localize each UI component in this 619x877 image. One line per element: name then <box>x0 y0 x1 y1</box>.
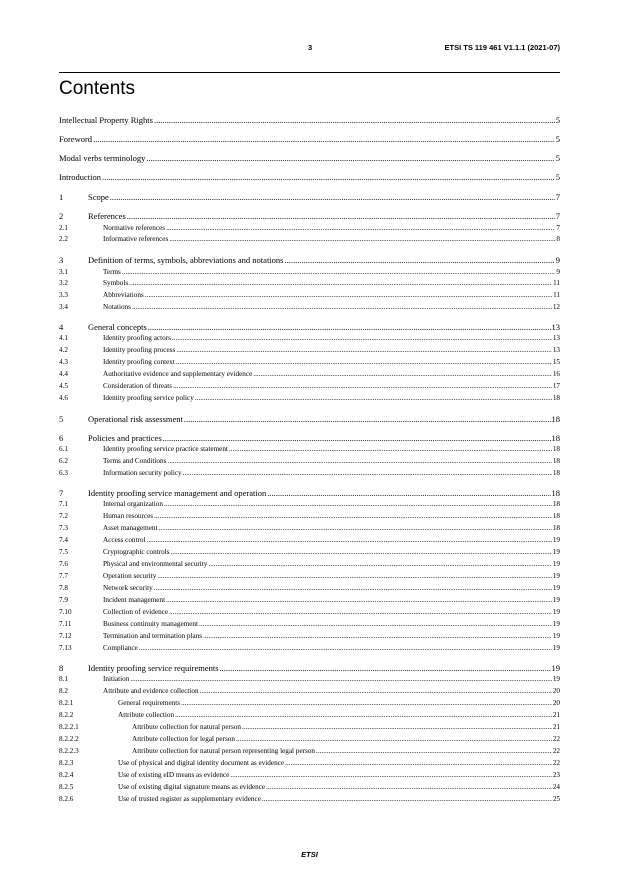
page-title: Contents <box>59 78 136 99</box>
toc-entry-title: Foreword <box>59 134 93 144</box>
toc-entry[interactable] <box>59 255 560 265</box>
toc-entry-title: Modal verbs terminology <box>59 153 146 163</box>
toc-entry-page: 19 <box>552 608 560 616</box>
toc-dot-leader <box>242 723 552 731</box>
toc-entry-number: 6.3 <box>59 469 68 477</box>
toc-entry-page: 19 <box>552 644 560 652</box>
toc-dot-leader <box>208 560 551 568</box>
toc-dot-leader <box>130 675 551 683</box>
toc-dot-leader <box>139 644 552 652</box>
toc-entry[interactable] <box>59 632 560 640</box>
toc-entry-title: Identity proofing service management and operation <box>88 488 267 498</box>
header-doc-id: ETSI TS 119 461 V1.1.1 (2021-07) <box>444 43 560 52</box>
toc-entry-page: 19 <box>551 663 560 673</box>
toc-entry-page: 20 <box>552 687 560 695</box>
toc-entry-number: 7.5 <box>59 548 68 556</box>
toc-dot-leader <box>183 469 552 477</box>
toc-entry[interactable] <box>59 291 560 299</box>
toc-entry[interactable] <box>59 644 560 652</box>
toc-entry-title: Identity proofing service practice statement <box>103 445 228 453</box>
toc-entry-number: 6.2 <box>59 457 68 465</box>
toc-entry-page: 25 <box>552 795 560 803</box>
toc-entry-page: 18 <box>552 512 560 520</box>
toc-dot-leader <box>253 370 552 378</box>
toc-dot-leader <box>127 211 555 221</box>
toc-dot-leader <box>163 433 551 443</box>
toc-entry[interactable] <box>59 560 560 568</box>
header-rule <box>59 72 560 73</box>
toc-entry-number: 8.1 <box>59 675 68 683</box>
toc-entry-number: 4 <box>59 322 64 332</box>
toc-dot-leader <box>284 255 554 265</box>
toc-entry-number: 8.2.5 <box>59 783 74 791</box>
toc-entry-number: 8.2.1 <box>59 699 74 707</box>
toc-entry-page: 12 <box>552 303 560 311</box>
toc-entry[interactable] <box>59 572 560 580</box>
toc-entry-page: 13 <box>552 334 560 342</box>
toc-entry-title: Information security policy <box>103 469 182 477</box>
toc-dot-leader <box>172 334 552 342</box>
toc-dot-leader <box>184 414 551 424</box>
toc-entry-title: Identity proofing process <box>103 346 176 354</box>
toc-entry-title: Identity proofing service requirements <box>88 663 219 673</box>
toc-entry-page: 18 <box>552 445 560 453</box>
toc-dot-leader <box>154 512 552 520</box>
toc-entry-number: 5 <box>59 414 64 424</box>
toc-entry-title: Attribute collection for natural person <box>132 723 241 731</box>
toc-entry-title: Use of existing eID means as evidence <box>118 771 230 779</box>
toc-entry-page: 18 <box>552 500 560 508</box>
toc-entry[interactable] <box>59 224 560 232</box>
toc-entry-page: 17 <box>552 382 560 390</box>
toc-entry-page: 18 <box>552 524 560 532</box>
toc-dot-leader <box>146 153 554 163</box>
toc-entry-title: Use of existing digital signature means as evidence <box>118 783 266 791</box>
page-header <box>59 40 560 54</box>
toc-entry-title: Intellectual Property Rights <box>59 115 153 125</box>
toc-entry-page: 18 <box>552 469 560 477</box>
toc-entry-title: Attribute collection <box>118 711 175 719</box>
toc-entry-title: References <box>88 211 126 221</box>
toc-entry[interactable] <box>59 394 560 402</box>
toc-entry[interactable] <box>59 723 560 731</box>
toc-entry[interactable] <box>59 795 560 803</box>
toc-dot-leader <box>176 346 552 354</box>
toc-dot-leader <box>110 192 555 202</box>
toc-entry[interactable] <box>59 596 560 604</box>
toc-entry[interactable] <box>59 548 560 556</box>
toc-entry-number: 7.9 <box>59 596 68 604</box>
toc-entry[interactable] <box>59 211 560 221</box>
toc-entry[interactable] <box>59 512 560 520</box>
toc-entry[interactable] <box>59 759 560 767</box>
toc-entry-title: Physical and environmental security <box>103 560 208 568</box>
toc-entry-number: 4.1 <box>59 334 68 342</box>
toc-entry-number: 7.3 <box>59 524 68 532</box>
toc-entry[interactable] <box>59 488 560 498</box>
toc-entry[interactable] <box>59 747 560 755</box>
toc-dot-leader <box>220 663 551 673</box>
toc-entry-number: 4.6 <box>59 394 68 402</box>
toc-entry-title: Identity proofing context <box>103 358 175 366</box>
toc-entry[interactable] <box>59 115 560 125</box>
toc-dot-leader <box>102 172 555 182</box>
toc-entry[interactable] <box>59 370 560 378</box>
toc-entry-page: 18 <box>551 433 560 443</box>
toc-dot-leader <box>266 783 552 791</box>
toc-dot-leader <box>148 322 551 332</box>
toc-entry[interactable] <box>59 584 560 592</box>
toc-entry-title: Normative references <box>103 224 166 232</box>
toc-entry-title: Collection of evidence <box>103 608 169 616</box>
toc-entry-title: Attribute collection for legal person <box>132 735 235 743</box>
toc-entry-title: Scope <box>88 192 109 202</box>
toc-entry-number: 4.2 <box>59 346 68 354</box>
toc-entry[interactable] <box>59 172 560 182</box>
toc-entry[interactable] <box>59 524 560 532</box>
page-footer: ETSI <box>301 850 318 859</box>
toc-dot-leader <box>267 488 550 498</box>
toc-dot-leader <box>159 524 552 532</box>
toc-entry-number: 7.11 <box>59 620 72 628</box>
toc-entry[interactable] <box>59 500 560 508</box>
toc-entry-page: 19 <box>552 560 560 568</box>
toc-entry-page: 7 <box>556 224 560 232</box>
toc-entry-number: 7 <box>59 488 64 498</box>
toc-entry-number: 7.2 <box>59 512 68 520</box>
toc-entry[interactable] <box>59 699 560 707</box>
toc-entry-title: General requirements <box>118 699 181 707</box>
toc-entry-page: 13 <box>551 322 560 332</box>
toc-entry-title: General concepts <box>88 322 147 332</box>
toc-entry-page: 22 <box>552 747 560 755</box>
toc-entry-page: 20 <box>552 699 560 707</box>
toc-dot-leader <box>154 584 552 592</box>
toc-entry-page: 18 <box>551 488 560 498</box>
toc-entry-number: 7.13 <box>59 644 72 652</box>
toc-entry-number: 3.2 <box>59 279 68 287</box>
toc-dot-leader <box>167 457 551 465</box>
toc-entry-title: Attribute and evidence collection <box>103 687 199 695</box>
toc-dot-leader <box>262 795 552 803</box>
toc-dot-leader <box>169 235 555 243</box>
toc-dot-leader <box>93 134 555 144</box>
toc-entry-number: 4.5 <box>59 382 68 390</box>
toc-dot-leader <box>181 699 552 707</box>
toc-entry-title: Use of trusted register as supplementary evidence <box>118 795 261 803</box>
toc-entry-page: 19 <box>552 548 560 556</box>
toc-entry-title: Operation security <box>103 572 157 580</box>
toc-entry[interactable] <box>59 414 560 424</box>
toc-entry[interactable] <box>59 382 560 390</box>
toc-entry-page: 7 <box>555 211 560 221</box>
toc-dot-leader <box>147 536 552 544</box>
toc-dot-leader <box>166 596 552 604</box>
toc-entry-page: 13 <box>552 346 560 354</box>
toc-entry[interactable] <box>59 608 560 616</box>
toc-entry-number: 3.4 <box>59 303 68 311</box>
toc-entry-page: 19 <box>552 536 560 544</box>
toc-entry[interactable] <box>59 687 560 695</box>
toc-entry-title: Asset management <box>103 524 158 532</box>
toc-dot-leader <box>157 572 552 580</box>
toc-entry-number: 8.2.4 <box>59 771 74 779</box>
toc-entry-page: 19 <box>552 632 560 640</box>
toc-entry-page: 19 <box>552 596 560 604</box>
toc-entry-title: Compliance <box>103 644 138 652</box>
toc-entry-page: 7 <box>555 192 560 202</box>
toc-entry-page: 19 <box>552 584 560 592</box>
toc-entry-title: Policies and practices <box>88 433 162 443</box>
toc-entry-page: 8 <box>556 235 560 243</box>
toc-entry-page: 24 <box>552 783 560 791</box>
toc-entry-page: 22 <box>552 735 560 743</box>
toc-dot-leader <box>129 279 552 287</box>
toc-entry-number: 3.3 <box>59 291 68 299</box>
toc-entry-title: Authoritative evidence and supplementary evidence <box>103 370 253 378</box>
toc-entry[interactable] <box>59 279 560 287</box>
toc-entry-title: Symbols <box>103 279 129 287</box>
toc-entry-page: 16 <box>552 370 560 378</box>
toc-entry-number: 8.2.2 <box>59 711 74 719</box>
toc-dot-leader <box>199 620 552 628</box>
toc-dot-leader <box>166 224 555 232</box>
toc-entry-page: 19 <box>552 675 560 683</box>
toc-entry[interactable] <box>59 675 560 683</box>
toc-entry[interactable] <box>59 334 560 342</box>
toc-entry-title: Identity proofing actors <box>103 334 171 342</box>
toc-entry-number: 2.2 <box>59 235 68 243</box>
toc-dot-leader <box>154 115 555 125</box>
toc-entry-page: 23 <box>552 771 560 779</box>
toc-entry-page: 18 <box>551 414 560 424</box>
toc-entry-title: Consideration of threats <box>103 382 173 390</box>
toc-entry-page: 19 <box>552 572 560 580</box>
toc-entry-title: Abbreviations <box>103 291 144 299</box>
toc-entry-title: Human resources <box>103 512 154 520</box>
toc-entry-number: 7.7 <box>59 572 68 580</box>
toc-entry-page: 18 <box>552 457 560 465</box>
toc-entry[interactable] <box>59 303 560 311</box>
toc-dot-leader <box>170 548 551 556</box>
toc-entry-title: Terms <box>103 268 121 276</box>
toc-entry[interactable] <box>59 620 560 628</box>
toc-entry-title: Access control <box>103 536 146 544</box>
toc-dot-leader <box>316 747 552 755</box>
toc-entry-number: 7.8 <box>59 584 68 592</box>
toc-entry-page: 18 <box>552 394 560 402</box>
toc-entry-number: 8.2 <box>59 687 68 695</box>
toc-dot-leader <box>195 394 552 402</box>
header-page-number: 3 <box>308 43 313 52</box>
toc-entry-number: 8.2.3 <box>59 759 74 767</box>
toc-entry[interactable] <box>59 433 560 443</box>
toc-entry-title: Informative references <box>103 235 169 243</box>
toc-entry-page: 15 <box>552 358 560 366</box>
toc-entry-page: 11 <box>553 279 560 287</box>
toc-entry[interactable] <box>59 783 560 791</box>
toc-entry-title: Attribute collection for natural person representing legal person <box>132 747 316 755</box>
toc-entry[interactable] <box>59 663 560 673</box>
toc-dot-leader <box>164 500 552 508</box>
toc-entry[interactable] <box>59 268 560 276</box>
toc-entry[interactable] <box>59 457 560 465</box>
toc-entry-number: 2.1 <box>59 224 68 232</box>
toc-entry-page: 11 <box>553 291 560 299</box>
toc-entry-title: Definition of terms, symbols, abbreviations and notations <box>88 255 284 265</box>
toc-entry-number: 7.1 <box>59 500 68 508</box>
toc-entry-number: 8.2.2.2 <box>59 735 79 743</box>
toc-entry[interactable] <box>59 536 560 544</box>
toc-dot-leader <box>200 687 552 695</box>
toc-entry-number: 7.6 <box>59 560 68 568</box>
toc-entry-page: 5 <box>555 153 560 163</box>
toc-dot-leader <box>203 632 552 640</box>
toc-dot-leader <box>122 268 556 276</box>
toc-entry-title: Network security <box>103 584 153 592</box>
toc-dot-leader <box>285 759 552 767</box>
toc-entry-page: 9 <box>555 255 560 265</box>
toc-entry[interactable] <box>59 735 560 743</box>
toc-entry[interactable] <box>59 445 560 453</box>
toc-entry-title: Notations <box>103 303 131 311</box>
toc-entry-page: 5 <box>555 134 560 144</box>
toc-entry[interactable] <box>59 358 560 366</box>
toc-entry[interactable] <box>59 771 560 779</box>
toc-entry-page: 22 <box>552 759 560 767</box>
toc-entry-page: 5 <box>555 172 560 182</box>
toc-entry[interactable] <box>59 346 560 354</box>
toc-entry-page: 21 <box>552 723 560 731</box>
toc-entry[interactable] <box>59 192 560 202</box>
toc-entry-title: Incident management <box>103 596 166 604</box>
toc-dot-leader <box>169 608 552 616</box>
toc-dot-leader <box>173 382 552 390</box>
toc-entry-number: 2 <box>59 211 64 221</box>
toc-entry-number: 4.4 <box>59 370 68 378</box>
toc-dot-leader <box>132 303 552 311</box>
toc-entry-title: Cryptographic controls <box>103 548 170 556</box>
toc-dot-leader <box>236 735 552 743</box>
toc-entry-number: 8.2.2.1 <box>59 723 79 731</box>
toc-entry-number: 3 <box>59 255 64 265</box>
toc-entry-number: 7.10 <box>59 608 72 616</box>
toc-entry-title: Terms and Conditions <box>103 457 167 465</box>
toc-entry-title: Introduction <box>59 172 102 182</box>
toc-entry-number: 8.2.6 <box>59 795 74 803</box>
toc-entry[interactable] <box>59 134 560 144</box>
toc-entry-title: Use of physical and digital identity document as evidence <box>118 759 285 767</box>
toc-dot-leader <box>175 711 552 719</box>
toc-entry-title: Operational risk assessment <box>88 414 183 424</box>
toc-entry-number: 8.2.2.3 <box>59 747 79 755</box>
toc-entry-page: 9 <box>556 268 560 276</box>
toc-dot-leader <box>230 771 551 779</box>
toc-entry-number: 3.1 <box>59 268 68 276</box>
toc-entry-number: 4.3 <box>59 358 68 366</box>
toc-entry-page: 21 <box>552 711 560 719</box>
toc-entry-number: 7.12 <box>59 632 72 640</box>
toc-entry-title: Termination and termination plans <box>103 632 203 640</box>
toc-dot-leader <box>229 445 552 453</box>
toc-entry-number: 6 <box>59 433 64 443</box>
toc-entry-number: 1 <box>59 192 64 202</box>
toc-entry[interactable] <box>59 322 560 332</box>
toc-entry-title: Identity proofing service policy <box>103 394 194 402</box>
toc-entry-page: 5 <box>555 115 560 125</box>
toc-entry[interactable] <box>59 711 560 719</box>
toc-dot-leader <box>176 358 552 366</box>
toc-entry-title: Internal organization <box>103 500 163 508</box>
toc-entry[interactable] <box>59 153 560 163</box>
toc-entry-number: 8 <box>59 663 64 673</box>
toc-entry-page: 19 <box>552 620 560 628</box>
toc-entry-number: 7.4 <box>59 536 68 544</box>
toc-entry[interactable] <box>59 235 560 243</box>
toc-entry-title: Business continuity management <box>103 620 199 628</box>
toc-entry-title: Initiation <box>103 675 130 683</box>
toc-entry-number: 6.1 <box>59 445 68 453</box>
toc-entry[interactable] <box>59 469 560 477</box>
toc-dot-leader <box>145 291 552 299</box>
